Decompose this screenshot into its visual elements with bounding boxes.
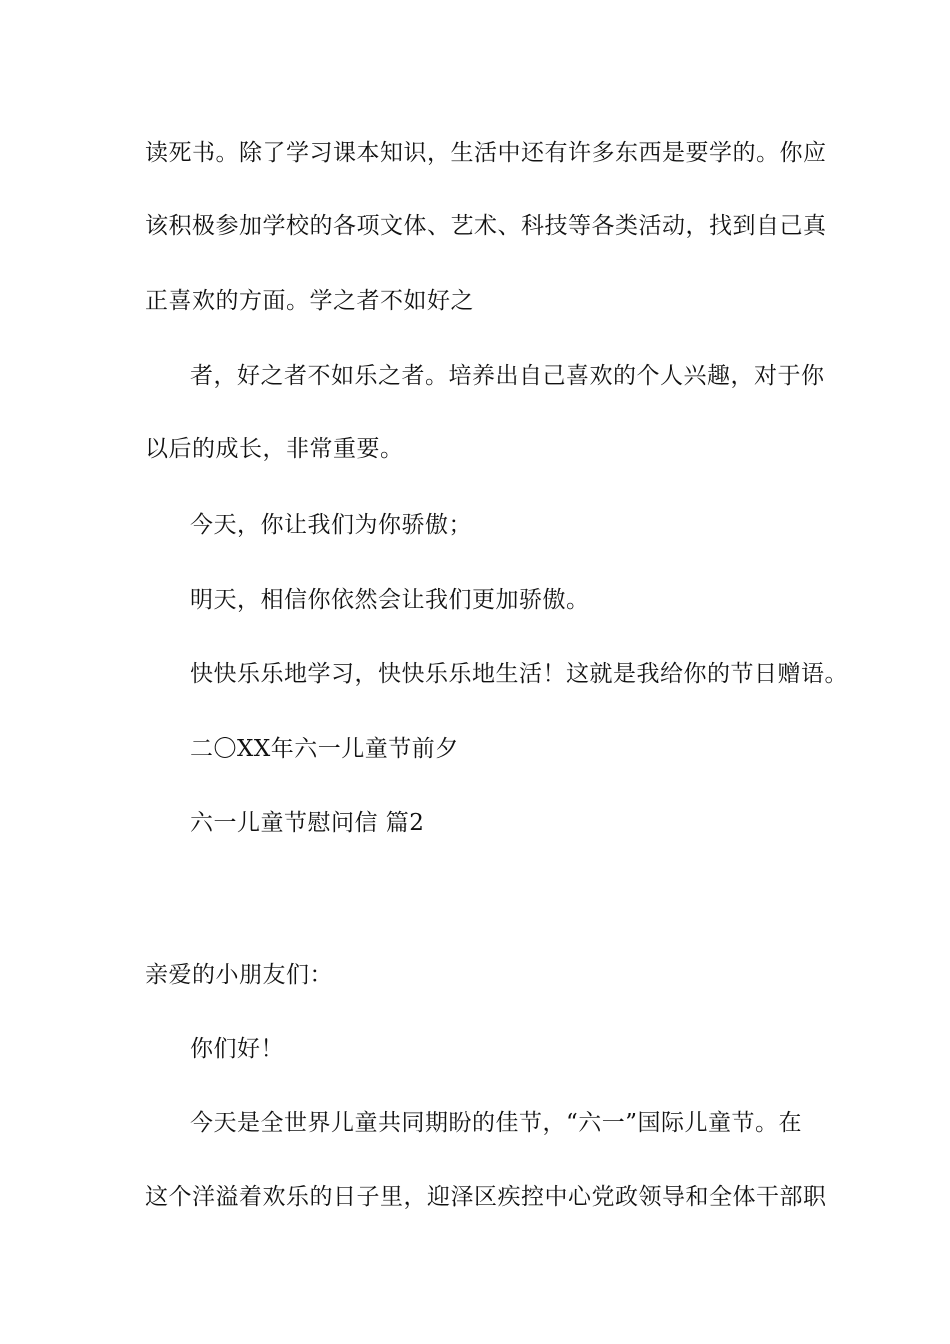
salutation: 亲爱的小朋友们： <box>145 962 333 988</box>
paragraph-line: 今天，你让我们为你骄傲； <box>190 512 472 538</box>
date-line: 二〇XX年六一儿童节前夕 <box>190 736 459 762</box>
paragraph-line: 这个洋溢着欢乐的日子里，迎泽区疾控中心党政领导和全体干部职 <box>145 1184 827 1210</box>
paragraph-line: 今天是全世界儿童共同期盼的佳节，“六一”国际儿童节。在 <box>190 1110 803 1136</box>
section-heading: 六一儿童节慰问信 篇2 <box>190 810 425 836</box>
paragraph-line: 该积极参加学校的各项文体、艺术、科技等各类活动，找到自己真 <box>145 213 827 239</box>
paragraph-line: 正喜欢的方面。学之者不如好之 <box>145 288 474 314</box>
paragraph-line: 读死书。除了学习课本知识，生活中还有许多东西是要学的。你应 <box>145 140 827 166</box>
paragraph-line: 明天，相信你依然会让我们更加骄傲。 <box>190 587 590 613</box>
paragraph-line: 者，好之者不如乐之者。培养出自己喜欢的个人兴趣，对于你 <box>190 363 825 389</box>
greeting: 你们好！ <box>190 1036 284 1062</box>
paragraph-line: 以后的成长，非常重要。 <box>145 436 404 462</box>
paragraph-line: 快快乐乐地学习，快快乐乐地生活！这就是我给你的节日赠语。 <box>190 661 848 687</box>
